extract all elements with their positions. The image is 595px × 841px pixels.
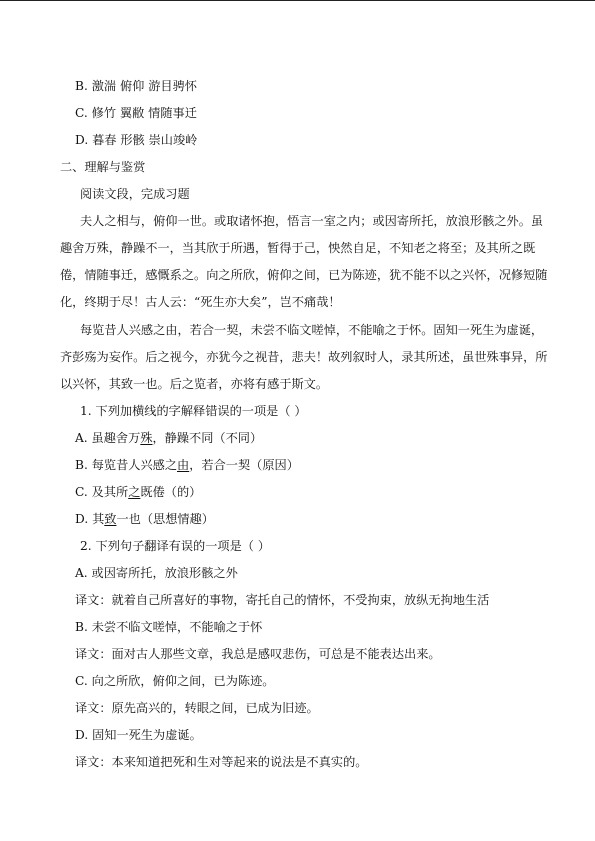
passage-p1-line4: 化，终期于尽！古人云：“死生亦大矣”，岂不痛哉！	[60, 295, 341, 309]
q2-option-c-translation: 译文：原先高兴的，转眼之间，已成为旧迹。	[75, 701, 319, 715]
q0-option-d: D. 暮春 形骸 崇山竣岭	[75, 133, 198, 147]
q1-option-c	[75, 486, 201, 498]
q1-d-pre: D. 其	[75, 512, 105, 526]
passage-p2-line2: 齐彭殇为妄作。后之视今，亦犹今之视昔，悲夫！故列叙时人，录其所述，虽世殊事异，所	[60, 350, 548, 364]
q2-option-a-translation: 译文：就着自己所喜好的事物，寄托自己的情怀，不受拘束，放纵无拘地生活	[75, 593, 490, 607]
q2-stem: 2. 下列句子翻译有误的一项是（ ）	[80, 539, 271, 553]
q1-option-a	[75, 432, 262, 444]
top-border	[0, 0, 595, 1]
q1-d-underlined: 致	[104, 512, 117, 526]
q1-a-underlined: 殊	[140, 431, 153, 445]
q2-option-b-translation: 译文：面对古人那些文章，我总是感叹悲伤，可总是不能表达出来。	[75, 647, 441, 661]
q2-option-d-translation: 译文：本来知道把死和生对等起来的说法是不真实的。	[75, 755, 368, 769]
q1-b-post: ，若合一契（原因）	[189, 458, 299, 472]
q1-option-d	[75, 513, 214, 525]
q1-c-post: 既倦（的）	[140, 485, 202, 499]
q2-option-b: B. 未尝不临文嗟悼，不能喻之于怀	[75, 620, 263, 634]
q1-c-pre: C. 及其所	[75, 485, 129, 499]
q2-option-c: C. 向之所欣，俯仰之间，已为陈迹。	[75, 674, 275, 688]
passage-p1-line2: 趣舍万殊，静躁不一，当其欣于所遇，暂得于己，怏然自足，不知老之将至；及其所之既	[60, 241, 536, 255]
q1-option-b	[75, 459, 299, 471]
passage-p1-line1: 夫人之相与，俯仰一世。或取诸怀抱，悟言一室之内；或因寄所托，放浪形骸之外。虽	[80, 214, 544, 228]
q1-b-underlined: 由	[177, 458, 190, 472]
q1-a-pre: A. 虽趣舍万	[75, 431, 141, 445]
passage-p1-line3: 倦，情随事迁，感慨系之。向之所欣，俯仰之间，已为陈迹，犹不能不以之兴怀，况修短随	[60, 268, 548, 282]
q1-d-post: 一也（思想情趣）	[116, 512, 214, 526]
passage-p2-line1: 每览昔人兴感之由，若合一契，未尝不临文嗟悼，不能喻之于怀。固知一死生为虚诞，	[80, 323, 544, 337]
q1-b-pre: B. 每览昔人兴感之	[75, 458, 178, 472]
q2-option-a: A. 或因寄所托，放浪形骸之外	[75, 566, 238, 580]
q1-c-underlined: 之	[128, 485, 141, 499]
section-title: 二、理解与鉴赏	[60, 160, 146, 174]
q2-option-d: D. 固知一死生为虚诞。	[75, 728, 202, 742]
q1-a-post: ，静躁不同（不同）	[152, 431, 263, 445]
passage-p2-line3: 以兴怀，其致一也。后之览者，亦将有感于斯文。	[60, 377, 329, 391]
q0-option-c: C. 修竹 翼敝 情随事迁	[75, 106, 197, 120]
section-instruction: 阅读文段，完成习题	[80, 187, 190, 201]
q0-option-b: B. 激湍 俯仰 游目骋怀	[75, 79, 197, 93]
q1-stem: 1. 下列加横线的字解释错误的一项是（ ）	[80, 404, 307, 418]
